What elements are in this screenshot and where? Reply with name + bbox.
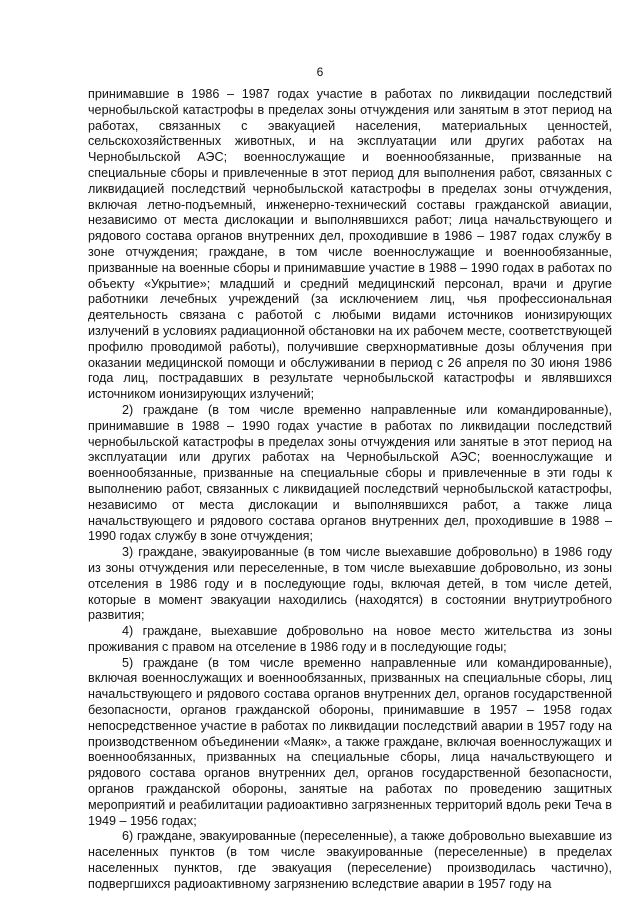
page-number: 6 <box>316 65 324 79</box>
paragraph-item-6: 6) граждане, эвакуированные (переселенные), а также добровольно выехавшие из населенных пунктов (в том числе эвакуированные (переселенные) в пределах населенных пунктов, где эвакуация (переселение) производилась частично), подвергшихся радиоактивному загрязнению вследствие аварии в 1957 году на <box>88 829 612 891</box>
paragraph-item-5: 5) граждане (в том числе временно направленные или командированные), включая военнослужащих и военнообязанных, призванных на специальные сборы, лиц начальствующего и рядового состава органов внутренних дел, органов государственной безопасности, органов гражданской обороны, принимавшие в 1957 – 1958 годах непосредственное участие в работах по ликвидации последствий аварии в 1957 году на производственном объединении «Маяк», а также граждане, включая военнослужащих и военнообязанных, призванных на специальные сборы, лица начальствующего и рядового состава органов внутренних дел, органов государственной безопасности, органов гражданской обороны, занятые на работах по проведению защитных мероприятий и реабилитации радиоактивно загрязненных территорий вдоль реки Теча в 1949 – 1956 годах; <box>88 655 612 828</box>
paragraph-item-3: 3) граждане, эвакуированные (в том числе выехавшие добровольно) в 1986 году из зоны отчуждения или переселенные, в том числе выехавшие добровольно, из зоны отселения в 1986 году и в последующие годы, включая детей, в том числе детей, которые в момент эвакуации находились (находятся) в состоянии внутриутробного развития; <box>88 545 612 623</box>
paragraph-item-2: 2) граждане (в том числе временно направленные или командированные), принимавшие в 1988 – 1990 годах участие в работах по ликвидации последствий чернобыльской катастрофы в пределах зоны отчуждения или занятые в этот период на эксплуатации или других работах на Чернобыльской АЭС; военнослужащие и военнообязанные, призванные на специальные сборы и привлеченные в эти годы к выполнению работ, связанных с ликвидацией последствий чернобыльской катастрофы, независимо от места дислокации и выполнявшихся работ, а также лица начальствующего и рядового состава органов внутренних дел, проходившие в 1988 – 1990 годах службу в зоне отчуждения; <box>88 402 612 544</box>
document-body <box>88 87 612 893</box>
paragraph-item-4: 4) граждане, выехавшие добровольно на новое место жительства из зоны проживания с правом на отселение в 1986 году и в последующие годы; <box>88 624 612 654</box>
paragraph-1-continuation: принимавшие в 1986 – 1987 годах участие в работах по ликвидации последствий чернобыльской катастрофы в пределах зоны отчуждения или занятым в этот период на работах, связанных с эвакуацией населения, материальных ценностей, сельскохозяйственных животных, и на эксплуатации или других работах на Чернобыльской АЭС; военнослужащие и военнообязанные, призванные на специальные сборы и привлеченные в этот период для выполнения работ, связанных с ликвидацией последствий чернобыльской катастрофы в пределах зоны отчуждения, включая летно-подъемный, инженерно-технический составы гражданской авиации, независимо от места дислокации и выполнявшихся работ; лица начальствующего и рядового состава органов внутренних дел, проходившие в 1986 – 1987 годах службу в зоне отчуждения; граждане, в том числе военнослужащие и военнообязанные, призванные на военные сборы и принимавшие участие в 1988 – 1990 годах в работах по объекту «Укрытие»; младший и средний медицинский персонал, врачи и другие работники лечебных учреждений (за исключением лиц, чья профессиональная деятельность связана с работой с любыми видами источников ионизирующих излучений в условиях радиационной обстановки на их рабочем месте, соответствующей профилю проводимой работы), получившие сверхнормативные дозы облучения при оказании медицинской помощи и обслуживании в период с 26 апреля по 30 июня 1986 года лиц, пострадавших в результате чернобыльской катастрофы и являвшихся источником ионизирующих излучений; <box>88 87 612 402</box>
